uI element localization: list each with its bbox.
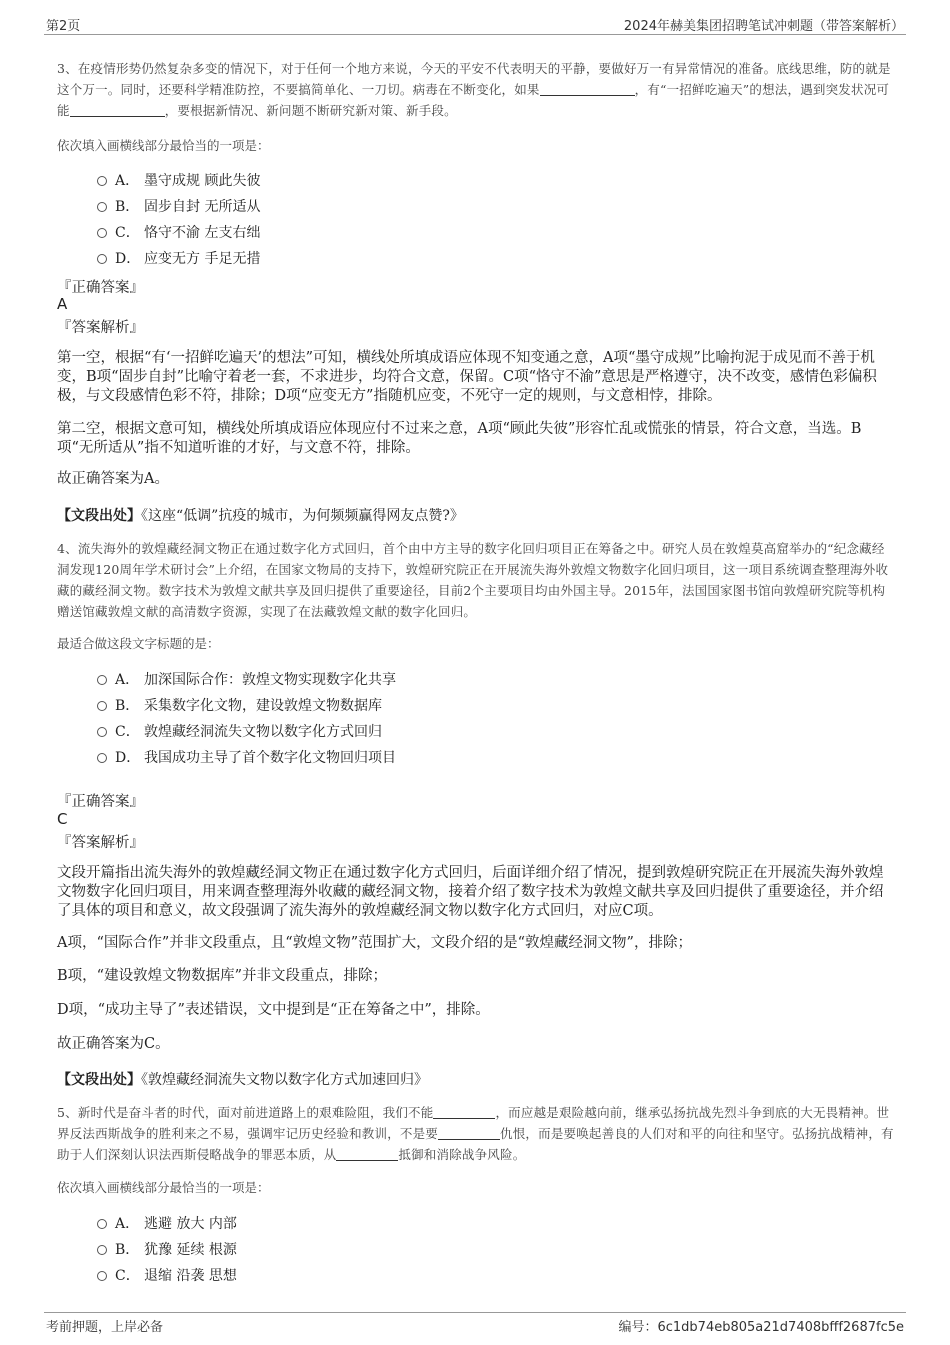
radio-icon[interactable] bbox=[97, 254, 107, 264]
radio-icon[interactable] bbox=[97, 675, 107, 685]
blank-1 bbox=[433, 1104, 495, 1119]
radio-icon[interactable] bbox=[97, 727, 107, 737]
radio-icon[interactable] bbox=[97, 1219, 107, 1229]
q3-analysis-paragraph: 第二空，根据文意可知，横线处所填成语应体现应付不过来之意，A项“顾此失彼”形容忙乱或慌张的情景，符合文意，当选。B项“无所适从”指不知道听谁的才好，与文意不符，排除。 bbox=[57, 421, 862, 456]
q3-analysis-label: 『答案解析』 bbox=[57, 320, 144, 336]
q3-answer: A bbox=[57, 295, 68, 313]
q4-source: 【文段出处】《敦煌藏经洞流失文物以数字化方式加速回归》 bbox=[57, 1072, 428, 1088]
q4-analysis-conclusion: 故正确答案为C。 bbox=[57, 1036, 170, 1052]
question-5-prompt: 依次填入画横线部分最恰当的一项是： bbox=[57, 1180, 270, 1195]
q4-answer-label: 『正确答案』 bbox=[57, 794, 144, 810]
blank-3 bbox=[336, 1146, 398, 1161]
document-code: 编号：6c1db74eb805a21d7408bfff2687fc5e bbox=[618, 1320, 904, 1335]
radio-icon[interactable] bbox=[97, 176, 107, 186]
page-footer bbox=[44, 1312, 906, 1335]
q3-option-d[interactable]: D． 应变无方 手足无措 bbox=[97, 248, 397, 268]
q3-option-a[interactable]: A． 墨守成规 顾此失彼 bbox=[97, 170, 397, 190]
page-number: 第2页 bbox=[46, 19, 81, 34]
radio-icon[interactable] bbox=[97, 1245, 107, 1255]
radio-icon[interactable] bbox=[97, 1271, 107, 1281]
radio-icon[interactable] bbox=[97, 202, 107, 212]
q4-option-d[interactable]: D． 我国成功主导了首个数字化文物回归项目 bbox=[97, 747, 517, 767]
blank-1 bbox=[540, 81, 635, 96]
q4-analysis-paragraph: 文段开篇指出流失海外的敦煌藏经洞文物正在通过数字化方式回归，后面详细介绍了情况，提到敦煌研究院正在开展流失海外敦煌文物数字化回归项目，用来调查整理海外收藏的藏经洞文物，接着介绍了数字技术为敦煌文献共享及回归提供了重要途径，并介绍了具体的项目和意义，故文段强调了流失海外的敦煌藏经洞文物以数字化方式回归，对应C项。 bbox=[57, 865, 884, 919]
q4-option-a[interactable]: A． 加深国际合作：敦煌文物实现数字化共享 bbox=[97, 669, 517, 689]
q5-option-c[interactable]: C． 退缩 沿袭 思想 bbox=[97, 1265, 397, 1285]
q4-analysis-label: 『答案解析』 bbox=[57, 835, 144, 851]
q4-analysis-paragraph: A项，“国际合作”并非文段重点，且“敦煌文物”范围扩大，文段介绍的是“敦煌藏经洞文物”，排除； bbox=[57, 935, 692, 951]
q5-option-a[interactable]: A． 逃避 放大 内部 bbox=[97, 1213, 397, 1233]
blank-2 bbox=[438, 1125, 500, 1140]
q3-analysis-paragraph: 第一空，根据“有‘一招鲜吃遍天’的想法”可知，横线处所填成语应体现不知变通之意，A项“墨守成规”比喻拘泥于成见而不善于机变，B项“固步自封”比喻守着老一套，不求进步，均符合文意，保留。C项“恪守不渝”意思是严格遵守，决不改变，感情色彩偏积极，与文段感情色彩不符，排除；D项“应变无方”指随机应变，不死守一定的规则，与文意相悖，排除。 bbox=[57, 350, 877, 404]
q3-option-b[interactable]: B． 固步自封 无所适从 bbox=[97, 196, 397, 216]
question-3-prompt: 依次填入画横线部分最恰当的一项是： bbox=[57, 138, 270, 153]
q5-option-b[interactable]: B． 犹豫 延续 根源 bbox=[97, 1239, 397, 1259]
q4-option-b[interactable]: B． 采集数字化文物，建设敦煌文物数据库 bbox=[97, 695, 517, 715]
question-4-prompt: 最适合做这段文字标题的是： bbox=[57, 636, 220, 651]
q4-answer: C bbox=[57, 810, 68, 828]
q4-option-c[interactable]: C． 敦煌藏经洞流失文物以数字化方式回归 bbox=[97, 721, 517, 741]
q3-option-c[interactable]: C． 恪守不渝 左支右绌 bbox=[97, 222, 397, 242]
document-title: 2024年赫美集团招聘笔试冲刺题（带答案解析） bbox=[623, 19, 904, 34]
q3-answer-label: 『正确答案』 bbox=[57, 280, 144, 296]
question-4-stem: 4、流失海外的敦煌藏经洞文物正在通过数字化方式回归，首个由中方主导的数字化回归项目正在筹备之中。研究人员在敦煌莫高窟举办的“纪念藏经洞发现120周年学术研讨会”上介绍，在国家文物局的支持下，敦煌研究院正在开展流失海外敦煌文物数字化回归项目，这一项目系统调查整理海外收藏的藏经洞文物。数字技术为敦煌文献共享及回归提供了重要途径，目前2个主要项目均由外国主导。2015年，法国国家图书馆向敦煌研究院等机构赠送馆藏敦煌文献的高清数字资源，实现了在法藏敦煌文献的数字化回归。 bbox=[57, 541, 889, 619]
question-3-stem: 3、在疫情形势仍然复杂多变的情况下，对于任何一个地方来说，今天的平安不代表明天的平静，要做好万一有异常情况的准备。底线思维，防的就是这个万一。同时，还要科学精准防控，不要搞简单化、一刀切。病毒在不断变化，如果 ，有“一招鲜吃遍天”的想法，遇到突发状况可能 ，要根据新情况、新问题不断研究新对策、新手段。 bbox=[57, 61, 891, 118]
radio-icon[interactable] bbox=[97, 753, 107, 763]
question-5-stem: 5、新时代是奋斗者的时代，面对前进道路上的艰难险阻，我们不能 ，而应越是艰险越向前，继承弘扬抗战先烈斗争到底的大无畏精神。世界反法西斯战争的胜利来之不易，强调牢记历史经验和教训，不是要 仇恨，而是要唤起善良的人们对和平的向往和坚守。弘扬抗战精神，有助于人们深刻认识法西斯侵略战争的罪恶本质，从 抵御和消除战争风险。 bbox=[57, 1105, 894, 1162]
page-header bbox=[44, 14, 906, 35]
radio-icon[interactable] bbox=[97, 701, 107, 711]
q4-analysis-paragraph: B项，“建设敦煌文物数据库”并非文段重点，排除； bbox=[57, 968, 387, 984]
blank-2 bbox=[70, 102, 165, 117]
q4-analysis-paragraph: D项，“成功主导了”表述错误，文中提到是“正在筹备之中”，排除。 bbox=[57, 1002, 490, 1018]
radio-icon[interactable] bbox=[97, 228, 107, 238]
q3-analysis-conclusion: 故正确答案为A。 bbox=[57, 471, 169, 487]
footer-slogan: 考前押题，上岸必备 bbox=[46, 1320, 164, 1335]
q3-source: 【文段出处】《这座“低调”抗疫的城市，为何频频赢得网友点赞?》 bbox=[57, 508, 464, 524]
